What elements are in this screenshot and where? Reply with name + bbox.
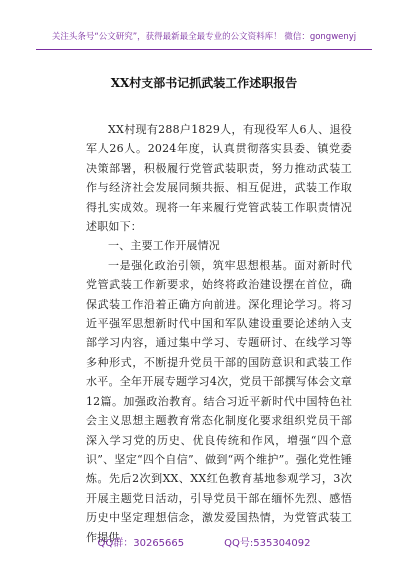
footer-qq-group: QQ群：30265665 (97, 538, 185, 549)
section-heading: 一、主要工作开展情况 (108, 239, 220, 253)
paragraph-political-guidance: 一是强化政治引领，筑牢思想根基。面对新时代党管武装工作新要求，始终将政治建设摆在首位，确保武装工作沿着正确方向前进。深化理论学习。将习近平强军思想新时代中国和军队建设重要论述纳入支部学习内容，通过集中学习、专题研讨、在线学习等多种形式，不断提升党员干部的国防意识和武装工作水平。全年开展专题学习4次，党员干部撰写体会文章12篇。加强政治教育。结合习近平新时代中国特色社会主义思想主题教育常态化制度化要求组织党员干部深入学习党的历史、优良传统和作风，增强“四个意识”、坚定“四个自信”、做到“两个维护”。强化党性锤炼。先后2次到XX、XX红色教育基地参观学习，3次开展主题党日活动，引导党员干部在缅怀先烈、感悟历史中坚定理想信念，激发爱国热情，为党管武装工作提供 (86, 258, 352, 544)
header-divider (36, 49, 372, 50)
paragraph-intro: XX村现有288户1829人，有现役军人6人、退役军人26人。2024年度，认真贯彻落实县委、镇党委决策部署，积极履行党管武装职责，努力推动武装工作与经济社会发展同频共振、相互促进，武装工作取得扎实成效。现将一年来履行党管武装工作职责情况述职如下： (86, 123, 352, 234)
footer (0, 534, 408, 549)
header-note: 关注头条号“公文研究”，获得最新最全最专业的公文资料库！ 微信：gongwenyj (51, 32, 357, 42)
document-body (86, 120, 352, 547)
footer-qq-number: QQ号:535304092 (224, 538, 311, 549)
document-title: XX村支部书记抓武装工作述职报告 (110, 76, 298, 90)
